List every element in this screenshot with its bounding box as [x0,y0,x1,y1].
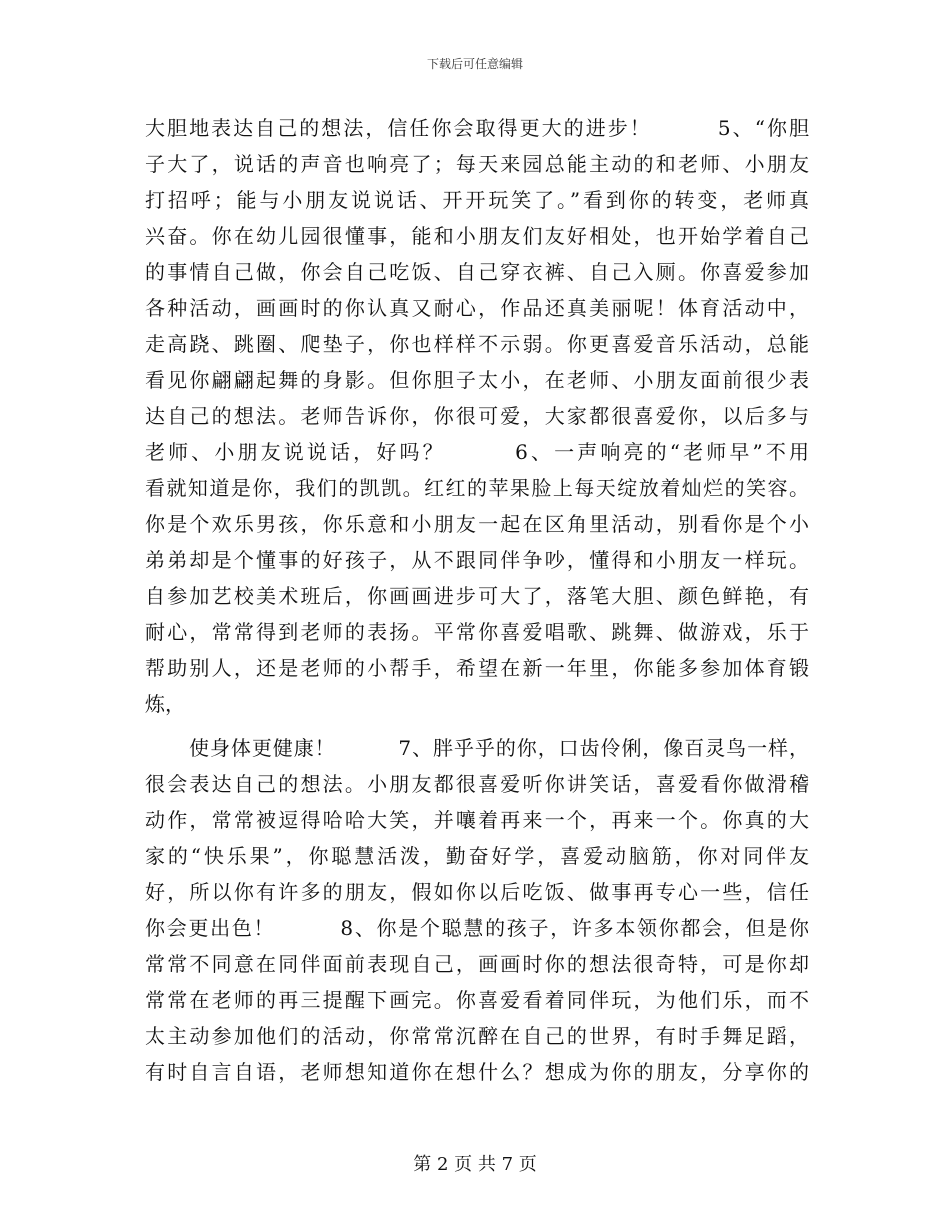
text-line: 家的“快乐果”，你聪慧活泼，勤奋好学，喜爱动脑筋，你对同伴友 [145,844,809,868]
text-line: 看就知道是你，我们的凯凯。红红的苹果脸上每天绽放着灿烂的笑容。 [145,476,809,500]
text-line: 常常在老师的再三提醒下画完。你喜爱看着同伴玩，为他们乐，而不 [145,988,809,1012]
text-line: 耐心，常常得到老师的表扬。平常你喜爱唱歌、跳舞、做游戏，乐于 [145,620,809,644]
text-line: 看见你翩翩起舞的身影。但你胆子太小，在老师、小朋友面前很少表 [145,368,809,392]
text-line: 太主动参加他们的活动，你常常沉醉在自己的世界，有时手舞足蹈， [145,1024,809,1048]
text-line: 老师、小朋友说说话，好吗？ 6、一声响亮的“老师早”不用 [145,440,809,464]
text-line: 弟弟却是个懂事的好孩子，从不跟同伴争吵，懂得和小朋友一样玩。 [145,548,809,572]
paragraph [145,730,809,1090]
paragraph [145,110,809,722]
text-line: 好，所以你有许多的朋友，假如你以后吃饭、做事再专心一些，信任 [145,880,809,904]
text-line: 兴奋。你在幼儿园很懂事，能和小朋友们友好相处，也开始学着自己 [145,224,809,248]
text-line: 常常不同意在同伴面前表现自己，画画时你的想法很奇特，可是你却 [145,952,809,976]
text-line: 自参加艺校美术班后，你画画进步可大了，落笔大胆、颜色鲜艳，有 [145,584,809,608]
text-line: 的事情自己做，你会自己吃饭、自己穿衣裤、自己入厕。你喜爱参加 [145,260,809,284]
document-body [145,110,809,1090]
text-line: 帮助别人，还是老师的小帮手，希望在新一年里，你能多参加体育锻 [145,656,809,680]
text-line: 动作，常常被逗得哈哈大笑，并嚷着再来一个，再来一个。你真的大 [145,808,809,832]
text-line: 炼， [145,692,185,716]
text-line: 各种活动，画画时的你认真又耐心，作品还真美丽呢！体育活动中， [145,296,809,320]
text-line: 使身体更健康！ 7、胖乎乎的你，口齿伶俐，像百灵鸟一样， [189,736,809,760]
text-line: 你会更出色！ 8、你是个聪慧的孩子，许多本领你都会，但是你 [145,916,809,940]
page-number: 第 2 页 共 7 页 [413,1154,537,1175]
text-line: 打招呼；能与小朋友说说话、开开玩笑了。”看到你的转变，老师真 [145,188,809,212]
text-line: 你是个欢乐男孩，你乐意和小朋友一起在区角里活动，别看你是个小 [145,512,809,536]
text-line: 大胆地表达自己的想法，信任你会取得更大的进步！ 5、“你胆 [145,116,809,140]
text-line: 达自己的想法。老师告诉你，你很可爱，大家都很喜爱你，以后多与 [145,404,809,428]
text-line: 子大了，说话的声音也响亮了；每天来园总能主动的和老师、小朋友 [145,152,809,176]
text-line: 走高跷、跳圈、爬垫子，你也样样不示弱。你更喜爱音乐活动，总能 [145,332,809,356]
page-header: 下载后可任意编辑 [426,57,523,71]
text-line: 有时自言自语，老师想知道你在想什么？想成为你的朋友，分享你的 [145,1060,809,1084]
text-line: 很会表达自己的想法。小朋友都很喜爱听你讲笑话，喜爱看你做滑稽 [145,772,809,796]
